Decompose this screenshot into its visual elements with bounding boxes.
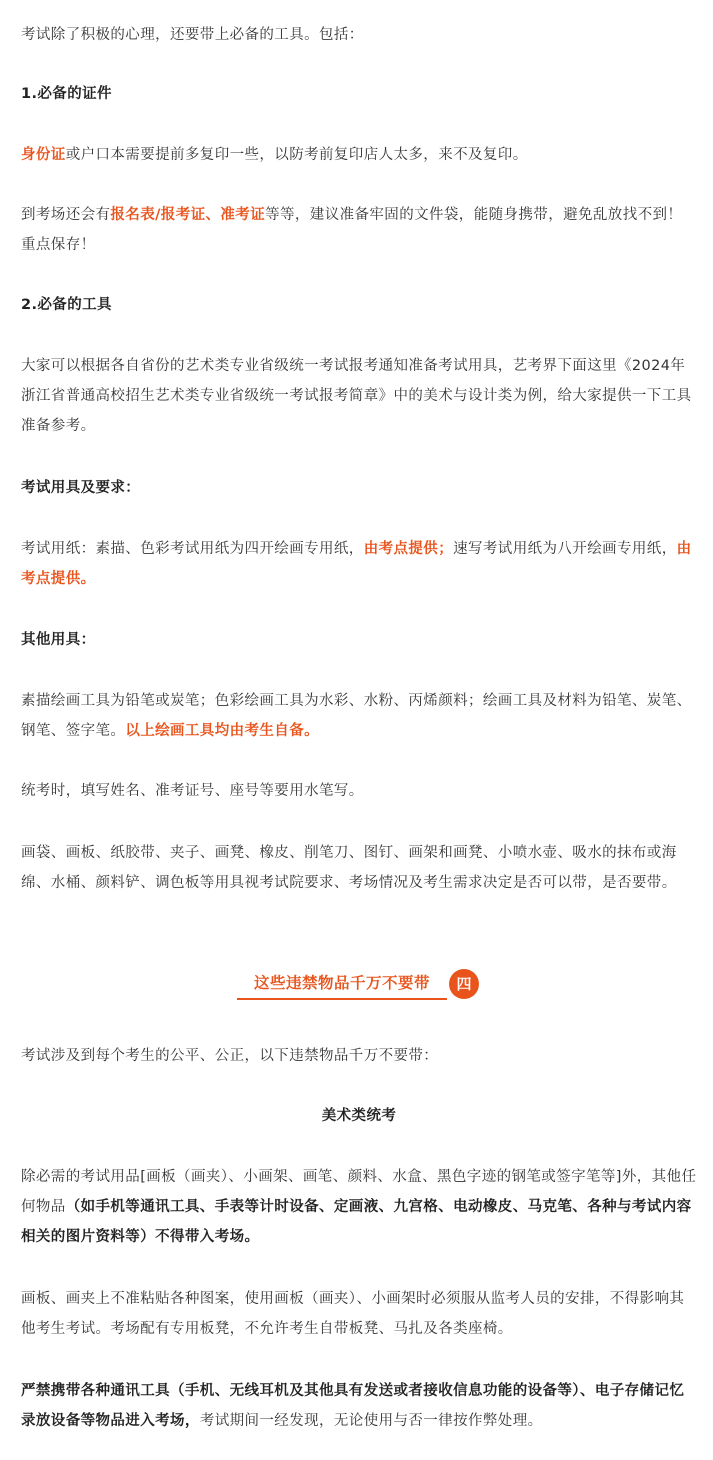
heading-other-tools: 其他用具：: [21, 632, 96, 648]
paper-highlight-1: 由考点提供；: [363, 541, 454, 557]
section-number-badge: 四: [449, 969, 479, 999]
paper-text-pre: 考试用纸：素描、色彩考试用纸为四开绘画专用纸，: [21, 541, 364, 557]
heading-certificates: 1.必备的证件: [21, 86, 112, 102]
section-title: 这些违禁物品千万不要带: [253, 974, 430, 992]
heading-tools: 2.必备的工具: [21, 297, 112, 313]
heading-requirements: 考试用具及要求：: [21, 480, 141, 496]
tools-intro-paragraph: 大家可以根据各自省份的艺术类专业省级统一考试报考通知准备考试用具，艺考界下面这里《2024年浙江省普通高校招生艺术类专业省级统一考试报考简章》中的美术与设计类为例，给大家提供一下工具准备参考。: [21, 358, 692, 434]
id-card-highlight: 身份证: [21, 147, 66, 163]
id-card-paragraph: [21, 140, 697, 170]
communication-ban-paragraph: [21, 1376, 697, 1436]
admission-text-pre: 到考场还会有: [21, 207, 111, 223]
optional-items-paragraph: 画袋、画板、纸胶带、夹子、画凳、橡皮、削笔刀、图钉、画架和画凳、小喷水壶、吸水的抹布或海绵、水桶、颜料铲、调色板等用具视考试院要求、考场情况及考生需求决定是否可以带，是否要带。: [21, 845, 677, 891]
prohibited-items-bold: （如手机等通讯工具、手表等计时设备、定画液、九宫格、电动橡皮、马克笔、各种与考试内容相关的图片资料等）不得带入考场。: [21, 1199, 692, 1245]
allowed-items-text: 除必需的考试用品[画板（画夹）、小画架、画笔、颜料、水盒、黑色字迹的钢笔或签字笔等]外，其他任何物品: [21, 1169, 697, 1215]
paper-text-mid: 速写考试用纸为八开绘画专用纸，: [453, 541, 677, 557]
allowed-items-paragraph: [21, 1162, 697, 1252]
communication-ban-bold: 严禁携带各种通讯工具（手机、无线耳机及其他具有发送或者接收信息功能的设备等）、电子存储记忆录放设备等物品进入考场，: [21, 1383, 685, 1429]
admission-highlight: 报名表/报考证、准考证: [110, 207, 266, 223]
id-card-text: 或户口本需要提前多复印一些，以防考前复印店人太多，来不及复印。: [65, 147, 528, 163]
section-header: [237, 967, 487, 1003]
paper-paragraph: [21, 534, 697, 594]
admission-text-post: 等等，建议准备牢固的文件袋，能随身携带，避免乱放找不到！重点保存！: [21, 207, 683, 253]
prohibited-intro-paragraph: 考试涉及到每个考生的公平、公正，以下违禁物品千万不要带：: [21, 1048, 439, 1064]
drawing-tools-highlight: 以上绘画工具均由考生自备。: [125, 723, 320, 739]
drawing-tools-paragraph: [21, 686, 697, 746]
drawing-tools-text: 素描绘画工具为铅笔或炭笔；色彩绘画工具为水彩、水粉、丙烯颜料；绘画工具及材料为铅笔、炭笔、钢笔、签字笔。: [21, 693, 692, 739]
intro-paragraph: 考试除了积极的心理，还要带上必备的工具。包括：: [21, 27, 364, 43]
admission-ticket-paragraph: [21, 200, 697, 260]
communication-ban-text: 考试期间一经发现，无论使用与否一律按作弊处理。: [199, 1413, 543, 1429]
paper-highlight-2: 由考点提供。: [21, 541, 692, 587]
drawing-board-paragraph: 画板、画夹上不准粘贴各种图案，使用画板（画夹）、小画架时必须服从监考人员的安排，不得影响其他考生考试。考场配有专用板凳，不允许考生自带板凳、马扎及各类座椅。: [21, 1291, 685, 1337]
heading-art-exam: 美术类统考: [321, 1108, 397, 1124]
section-underline: [237, 998, 447, 1000]
pen-paragraph: 统考时，填写姓名、准考证号、座号等要用水笔写。: [21, 783, 364, 799]
